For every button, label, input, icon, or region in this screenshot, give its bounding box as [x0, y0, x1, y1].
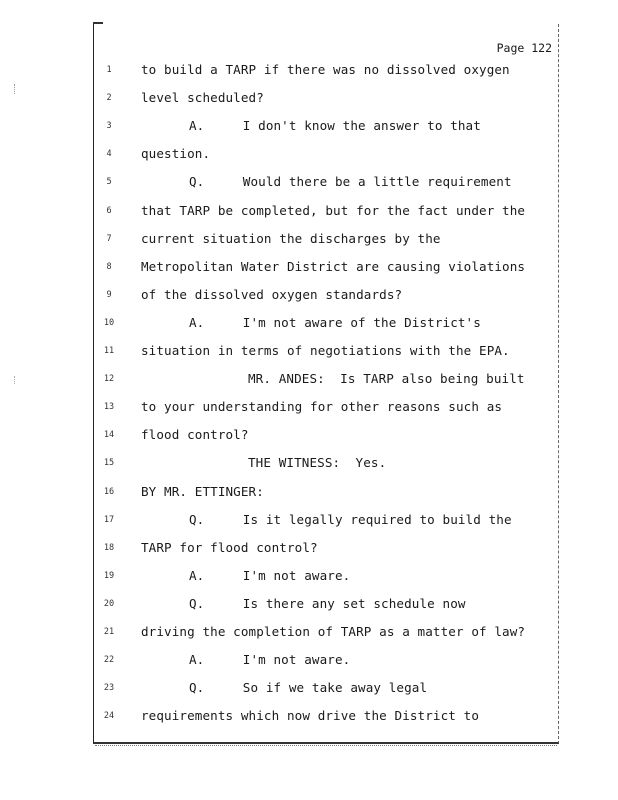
line-number: 5 [106, 177, 112, 188]
transcript-line [0, 652, 560, 672]
transcript-line [0, 708, 560, 728]
line-number: 24 [103, 711, 115, 722]
line-text: of the dissolved oxygen standards? [141, 286, 403, 302]
transcript-line [0, 203, 560, 223]
line-text: A. I'm not aware of the District's [189, 314, 481, 330]
line-number: 1 [106, 65, 112, 75]
line-text: Q. Would there be a little requirement [189, 174, 512, 190]
line-text: THE WITNESS: Yes. [248, 455, 387, 471]
line-text: level scheduled? [141, 90, 264, 106]
line-number: 15 [103, 458, 115, 469]
line-number: 17 [103, 514, 115, 525]
line-number: 14 [103, 430, 115, 441]
line-number: 23 [103, 683, 115, 694]
transcript-line [0, 624, 560, 644]
line-text: driving the completion of TARP as a matter of law? [141, 624, 526, 639]
line-text: question. [141, 146, 211, 162]
transcript-line [0, 62, 560, 82]
transcript-line [0, 287, 560, 307]
line-text: current situation the discharges by the [141, 230, 441, 246]
transcript-line [0, 427, 560, 447]
transcript-line [0, 259, 560, 279]
line-text: A. I'm not aware. [189, 652, 351, 668]
transcript-line [0, 540, 560, 560]
transcript-line [0, 315, 560, 335]
line-number: 3 [106, 121, 112, 132]
line-number: 21 [103, 627, 115, 637]
line-text: TARP for flood control? [141, 539, 318, 555]
transcript-line [0, 568, 560, 588]
transcript-line [0, 371, 560, 391]
transcript-line [0, 680, 560, 700]
line-number: 10 [103, 317, 115, 328]
transcript-line [0, 146, 560, 166]
line-text: BY MR. ETTINGER: [141, 483, 264, 499]
transcript-line [0, 399, 560, 419]
line-number: 16 [103, 486, 115, 497]
line-number: 7 [106, 233, 112, 244]
line-text: A. I'm not aware. [189, 567, 351, 583]
line-number: 20 [103, 598, 115, 609]
transcript-line [0, 596, 560, 616]
line-text: to your understanding for other reasons such as [141, 399, 503, 415]
page-number: Page 122 [496, 41, 552, 55]
transcript-line [0, 455, 560, 475]
transcript-line [0, 231, 560, 251]
line-text: flood control? [141, 427, 249, 443]
line-number: 8 [106, 261, 112, 272]
line-number: 18 [103, 542, 115, 553]
line-number: 22 [103, 655, 115, 666]
line-number: 12 [103, 374, 115, 385]
line-text: Q. Is there any set schedule now [189, 595, 466, 611]
transcript-line [0, 118, 560, 138]
line-number: 4 [106, 149, 112, 160]
line-text: that TARP be completed, but for the fact under the [141, 202, 526, 218]
line-text: A. I don't know the answer to that [189, 118, 481, 134]
line-text: MR. ANDES: Is TARP also being built [248, 371, 525, 387]
line-text: Metropolitan Water District are causing violations [141, 258, 526, 274]
line-text: to build a TARP if there was no dissolved oxygen [141, 62, 510, 77]
line-number: 13 [103, 402, 115, 413]
line-number: 9 [106, 289, 112, 300]
line-text: situation in terms of negotiations with the EPA. [141, 343, 510, 358]
transcript-line [0, 343, 560, 363]
transcript-line [0, 174, 560, 194]
line-number: 2 [106, 93, 112, 104]
line-number: 19 [103, 570, 115, 581]
line-number: 11 [103, 346, 115, 356]
line-text: requirements which now drive the District to [141, 708, 480, 724]
page-corner-mark [93, 22, 103, 24]
transcript-line [0, 90, 560, 110]
page-bottom-rule [95, 745, 557, 748]
line-text: Q. Is it legally required to build the [189, 511, 512, 527]
line-number: 6 [106, 205, 112, 216]
transcript-line [0, 512, 560, 532]
line-text: Q. So if we take away legal [189, 680, 428, 696]
transcript-line [0, 484, 560, 504]
